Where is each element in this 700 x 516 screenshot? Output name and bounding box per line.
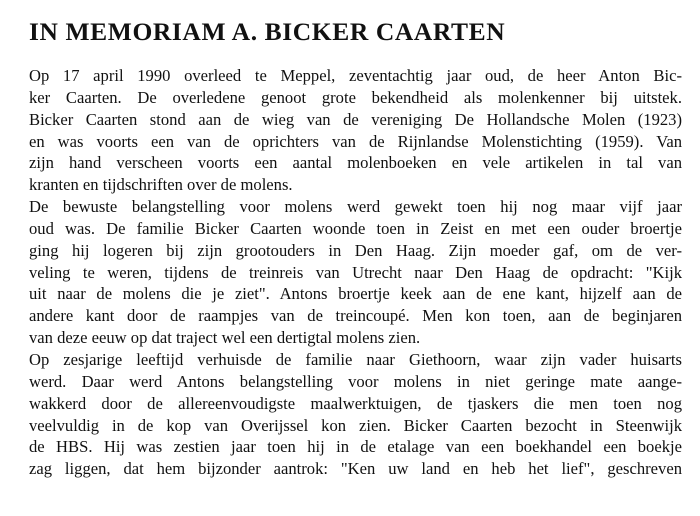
text-line-7: De bewuste belangstelling voor molens werd gewekt toen hij nog maar vijf jaar (29, 197, 682, 217)
text-line-8: oud was. De familie Bicker Caarten woonde toen in Zeist en met een ouder broertje (29, 218, 682, 238)
text-line-18: de HBS. Hij was zestien jaar toen hij in de etalage van een boekhandel een boekje (29, 437, 682, 457)
page-title: IN MEMORIAM A. BICKER CAARTEN (29, 17, 506, 46)
text-line-4: en was voorts een van de oprichters van de Rijnlandse Molenstichting (1959). Van (29, 131, 682, 151)
text-line-13: van deze eeuw op dat traject wel een dertigtal molens zien. (29, 328, 421, 348)
text-line-6: kranten en tijdschriften over de molens. (29, 175, 293, 195)
text-line-16: wakkerd door de allereenvoudigste maalwerktuigen, de tjaskers die men toen nog (29, 393, 682, 413)
text-line-10: veling te weren, tijdens de treinreis van Utrecht naar Den Haag de opdracht: "Kijk (29, 262, 682, 282)
text-line-9: ging hij logeren bij zijn grootouders in Den Haag. Zijn moeder gaf, om de ver- (29, 240, 682, 260)
text-line-11: uit naar de molens die je ziet". Antons broertje keek aan de ene kant, hijzelf aan de (29, 284, 682, 304)
text-line-17: veelvuldig in de kop van Overijssel kon zien. Bicker Caarten bezocht in Steenwijk (29, 415, 682, 435)
text-line-3: Bicker Caarten stond aan de wieg van de vereniging De Hollandsche Molen (1923) (29, 109, 682, 129)
text-line-5: zijn hand verscheen voorts een aantal molenboeken en vele artikelen in tal van (29, 153, 682, 173)
text-line-12: andere kant door de raampjes van de treincoupé. Men kon toen, aan de beginjaren (29, 306, 682, 326)
text-line-19: zag liggen, dat hem bijzonder aantrok: "Ken uw land en heb het lief", geschreven (29, 459, 682, 479)
text-line-14: Op zesjarige leeftijd verhuisde de familie naar Giethoorn, waar zijn vader huisarts (29, 349, 682, 369)
article-body (29, 65, 682, 480)
document-page (29, 14, 682, 479)
text-line-15: werd. Daar werd Antons belangstelling voor molens in niet geringe mate aange- (29, 371, 682, 391)
text-line-2: ker Caarten. De overledene genoot grote bekendheid als molenkenner bij uitstek. (29, 87, 682, 107)
text-line-1: Op 17 april 1990 overleed te Meppel, zeventachtig jaar oud, de heer Anton Bic- (29, 66, 682, 85)
